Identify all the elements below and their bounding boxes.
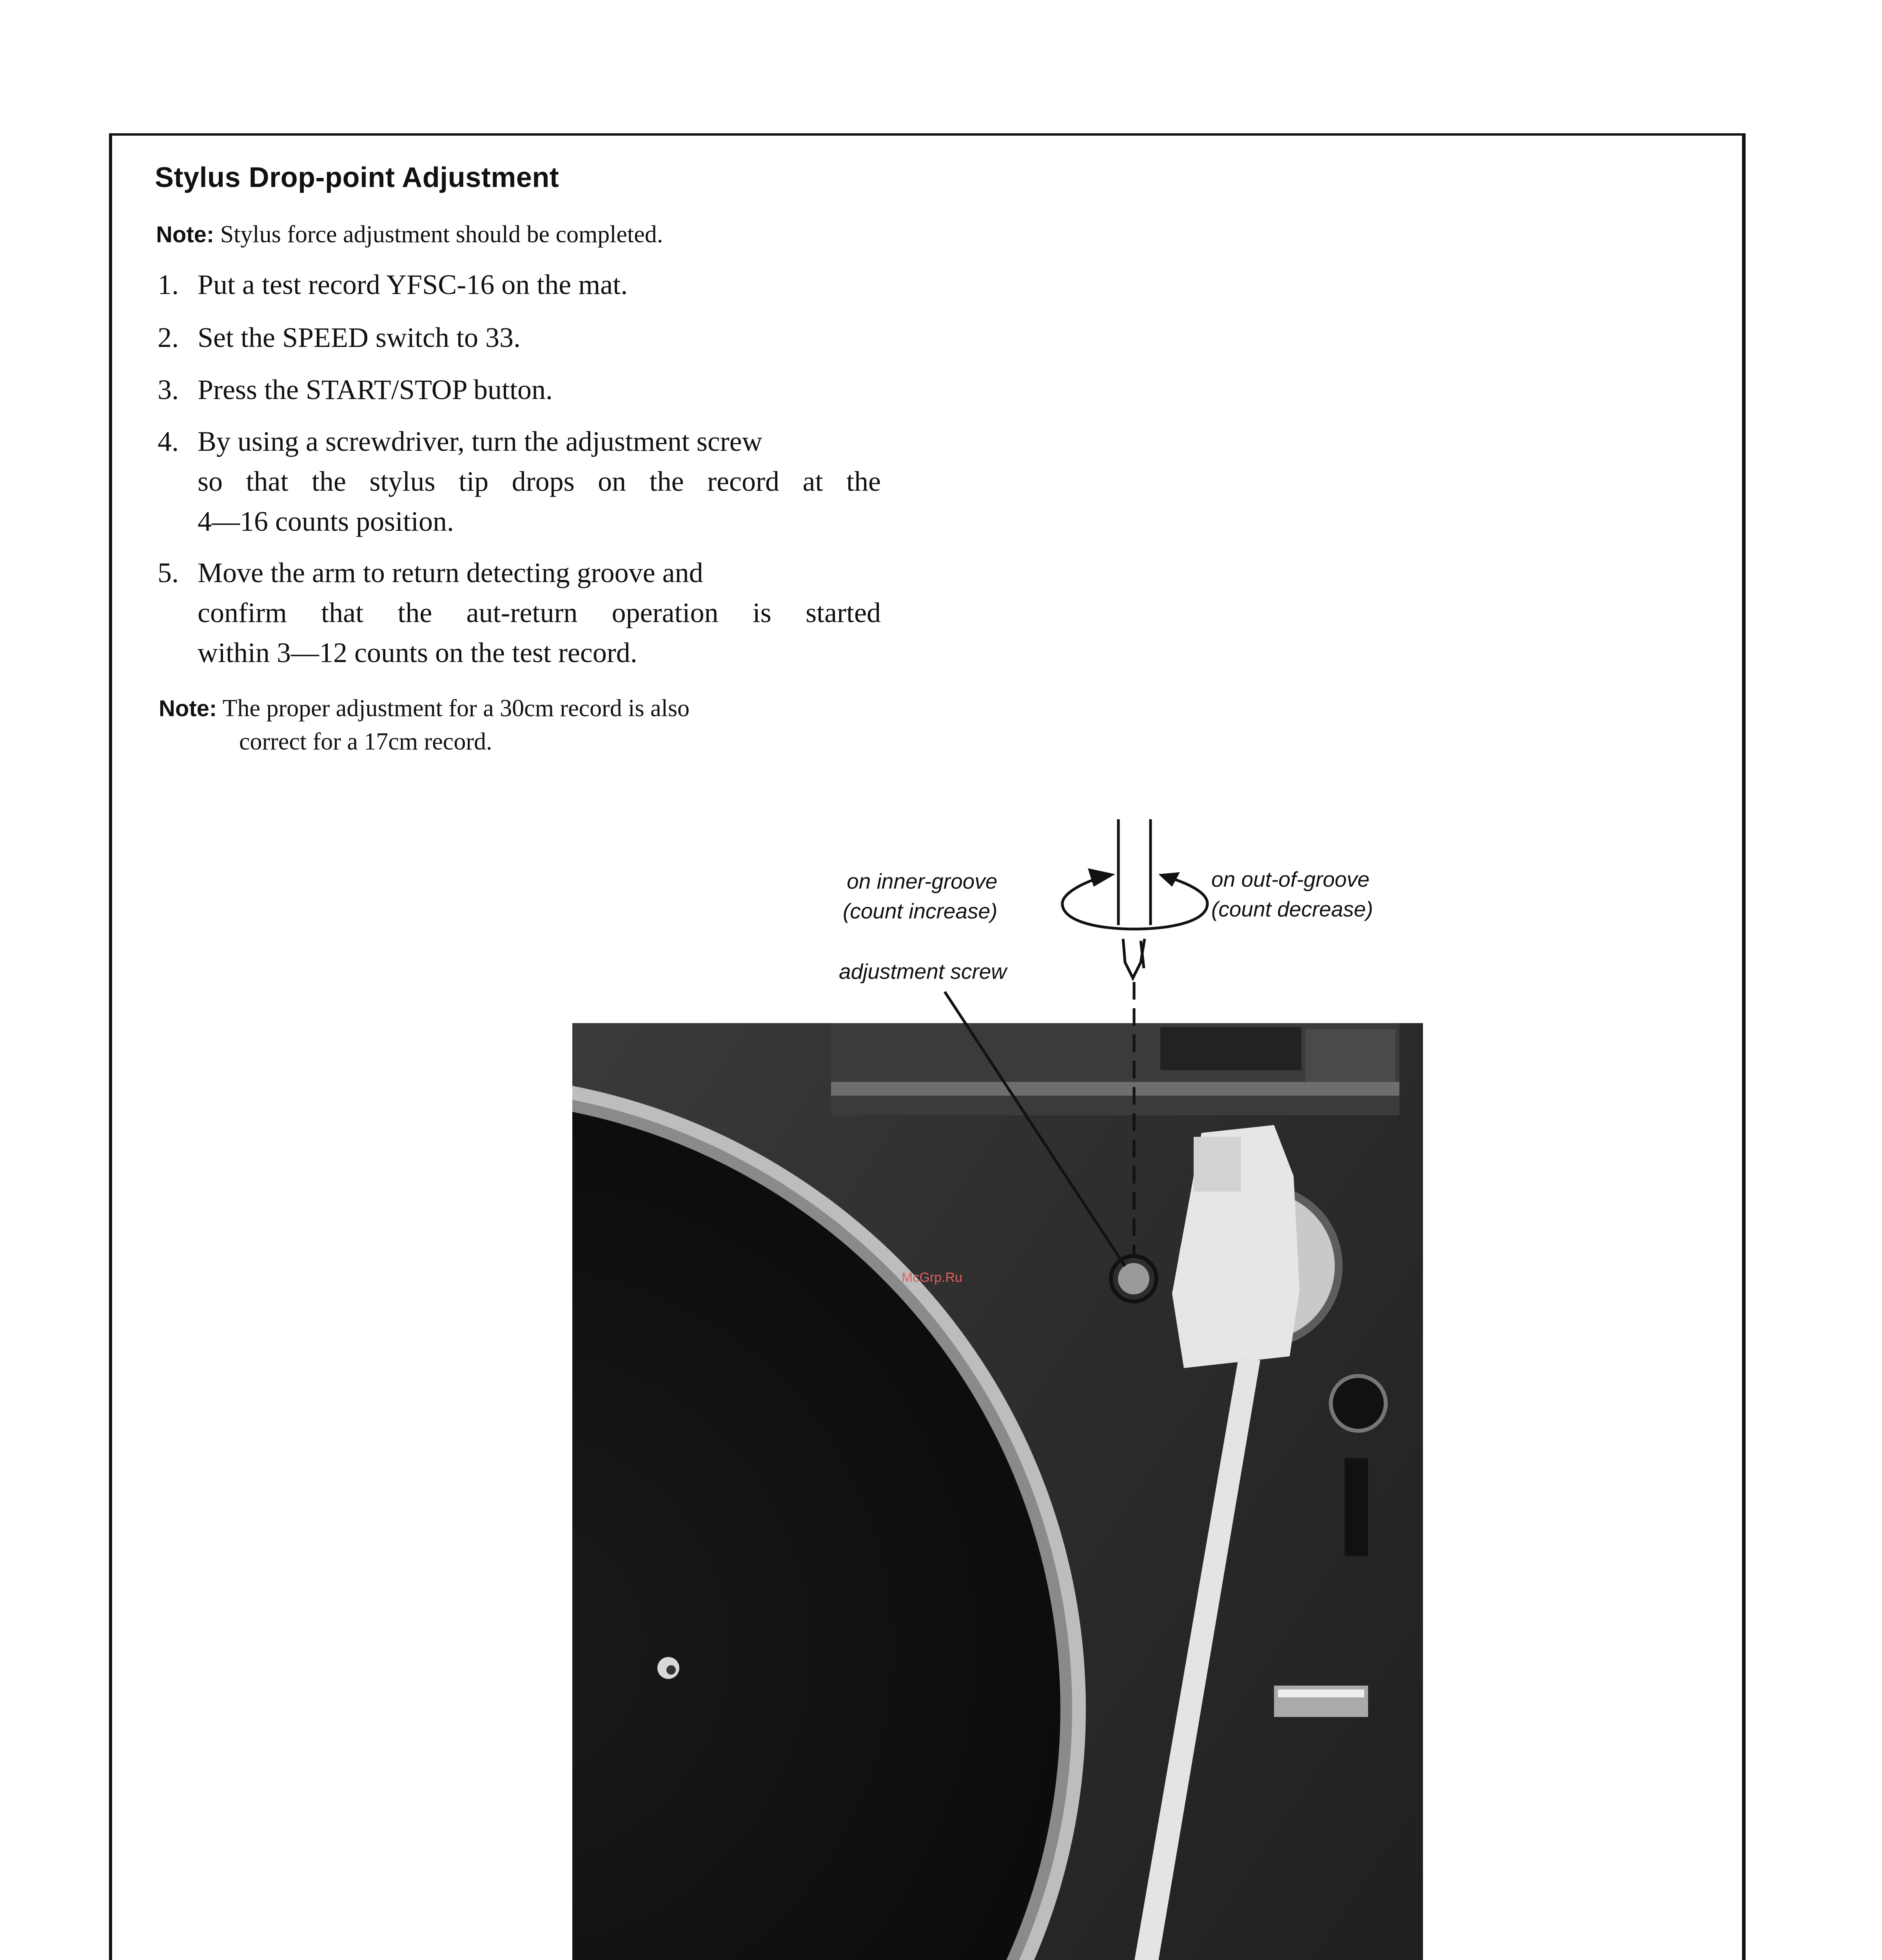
note-text: Stylus force adjustment should be completed.	[220, 221, 663, 248]
count-decrease-text: (count decrease)	[1211, 897, 1373, 921]
step-text-continued: confirm that the aut-return operation is started	[198, 597, 881, 628]
rotation-arrows-icon	[1062, 868, 1207, 929]
step-number: 2.	[158, 322, 179, 353]
section-heading: Stylus Drop-point Adjustment	[155, 162, 559, 193]
watermark: McGrp.Ru	[902, 1270, 962, 1285]
step-number: 4.	[158, 426, 179, 457]
count-increase-text: (count increase)	[843, 899, 998, 923]
step-text: By using a screwdriver, turn the adjustment screw	[198, 426, 762, 457]
outer-groove-label	[1211, 864, 1373, 924]
step-text: Move the arm to return detecting groove and	[198, 557, 703, 588]
step-number: 5.	[158, 557, 179, 588]
note-label: Note:	[159, 696, 217, 721]
inner-groove-text: on inner-groove	[847, 869, 998, 893]
step-text-continued: so that the stylus tip drops on the record at the	[198, 466, 881, 497]
step-number: 3.	[158, 374, 179, 405]
note-text-continued: correct for a 17cm record.	[239, 728, 492, 755]
step-text-continued: within 3—12 counts on the test record.	[198, 637, 637, 668]
step-text: Put a test record YFSC-16 on the mat.	[198, 269, 628, 300]
step-text: Set the SPEED switch to 33.	[198, 322, 521, 353]
screwdriver-icon	[1118, 819, 1151, 978]
adjustment-screw-label: adjustment screw	[839, 959, 1007, 984]
outer-groove-text: on out-of-groove	[1211, 867, 1370, 891]
note-text: The proper adjustment for a 30cm record is also	[222, 695, 690, 722]
turntable-photo	[0, 1023, 1423, 1960]
step-text-continued: 4—16 counts position.	[198, 506, 454, 537]
step-number: 1.	[158, 269, 179, 300]
step-text: Press the START/STOP button.	[198, 374, 553, 405]
note-label: Note:	[156, 222, 214, 247]
inner-groove-label	[843, 866, 997, 926]
